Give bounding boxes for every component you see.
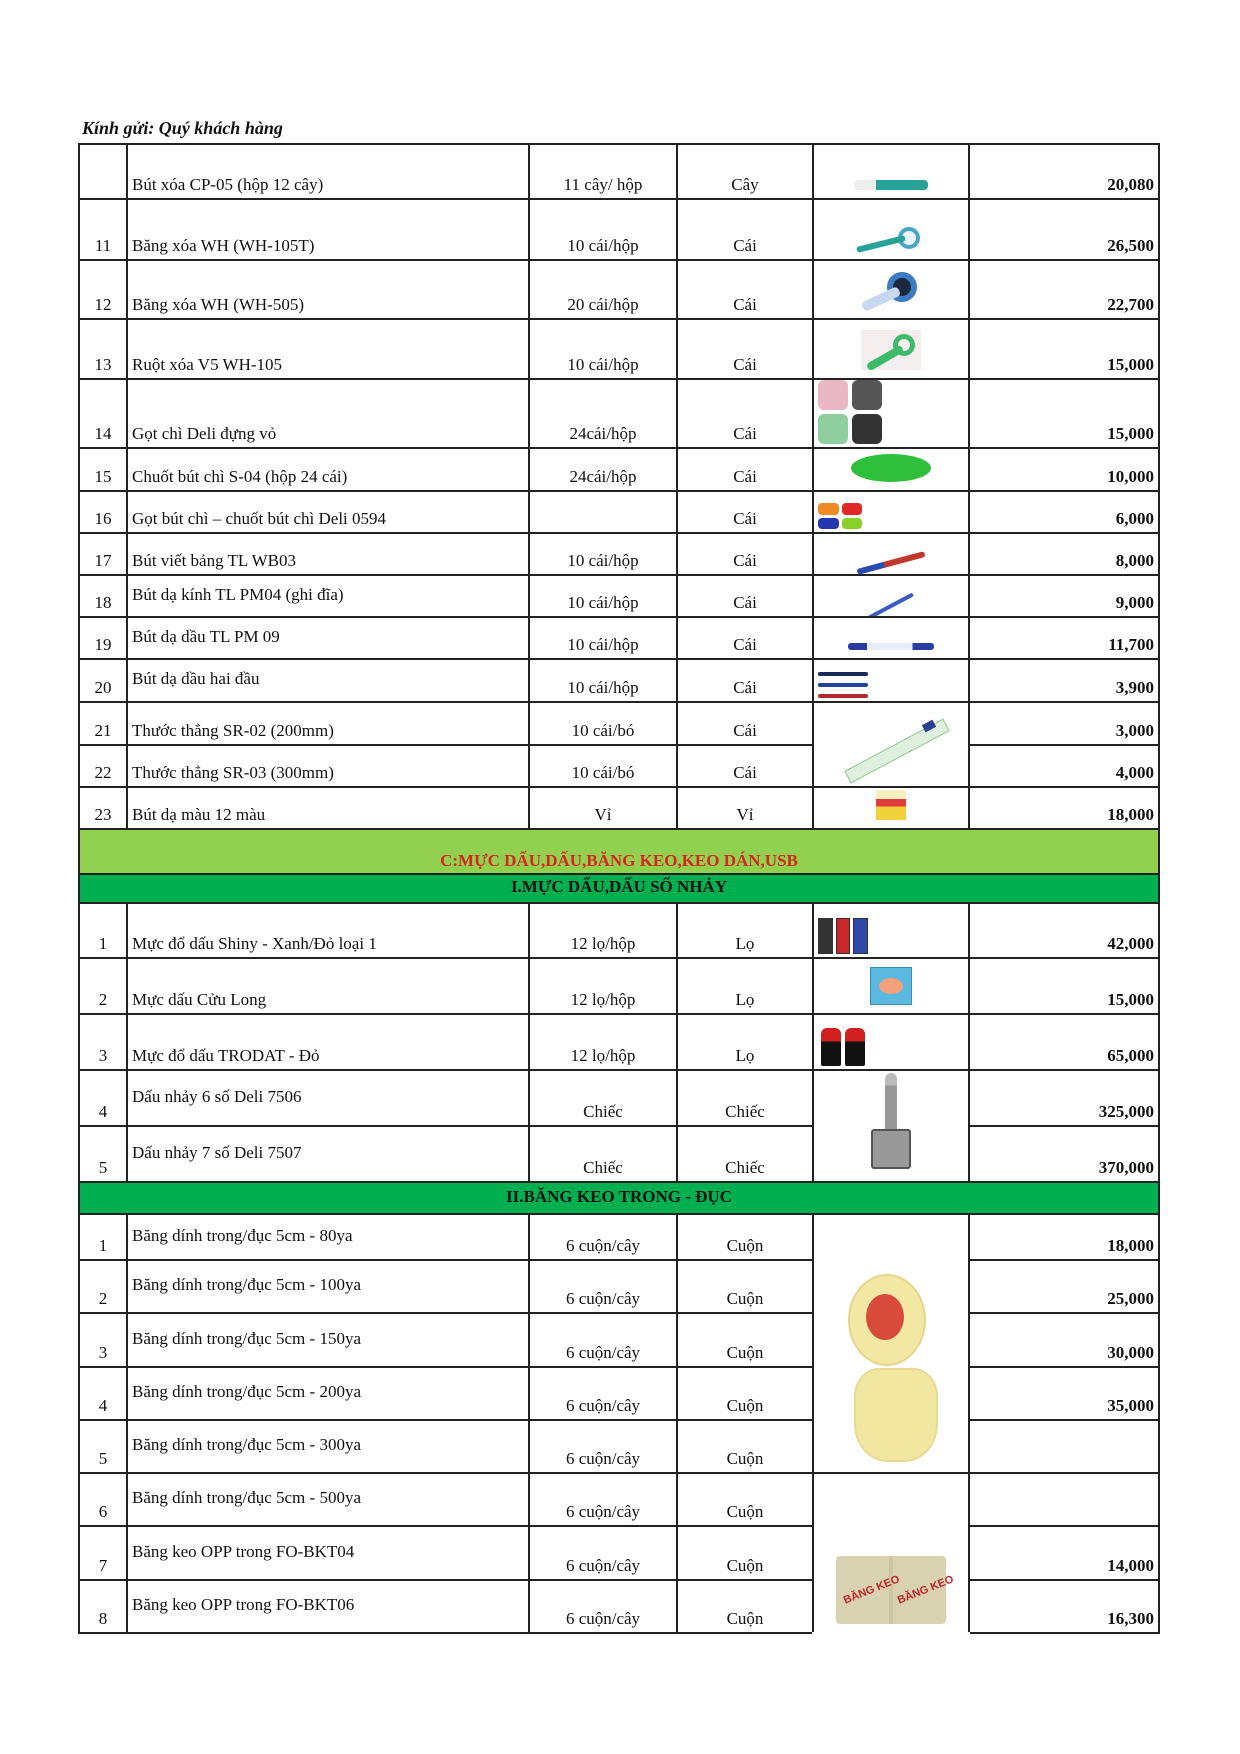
unit: Cuộn	[677, 1214, 813, 1260]
row-number: 19	[79, 617, 127, 659]
price: 9,000	[969, 575, 1159, 617]
price: 35,000	[969, 1367, 1159, 1420]
product-image	[813, 702, 969, 787]
product-image	[813, 958, 969, 1014]
pack-size: 12 lọ/hộp	[529, 903, 677, 958]
table-row	[79, 448, 1159, 491]
pack-size: 6 cuộn/cây	[529, 1214, 677, 1260]
whiteboard-marker-icon	[856, 551, 925, 575]
table-row	[79, 1473, 1159, 1526]
ruler-icon	[841, 718, 941, 778]
price: 11,700	[969, 617, 1159, 659]
row-number: 16	[79, 491, 127, 533]
product-name: Băng keo OPP trong FO-BKT06	[127, 1580, 529, 1633]
product-name: Ruột xóa V5 WH-105	[127, 319, 529, 379]
table-row	[79, 1420, 1159, 1473]
unit: Cái	[677, 199, 813, 260]
dual-tip-marker-icon	[818, 672, 868, 698]
price: 3,900	[969, 659, 1159, 702]
opp-tape-icon	[836, 1556, 956, 1624]
product-name: Băng dính trong/đục 5cm - 80ya	[127, 1214, 529, 1260]
unit: Cây	[677, 144, 813, 199]
price: 42,000	[969, 903, 1159, 958]
pack-size: 6 cuộn/cây	[529, 1260, 677, 1313]
product-name: Băng keo OPP trong FO-BKT04	[127, 1526, 529, 1580]
numbering-stamp-icon	[871, 1073, 911, 1173]
pack-size: 6 cuộn/cây	[529, 1420, 677, 1473]
unit: Cuộn	[677, 1313, 813, 1367]
price: 26,500	[969, 199, 1159, 260]
price: 18,000	[969, 787, 1159, 829]
table-row	[79, 144, 1159, 199]
price: 10,000	[969, 448, 1159, 491]
pack-size: 24cái/hộp	[529, 379, 677, 448]
unit: Lọ	[677, 958, 813, 1014]
opp-tape-label: BĂNG KEO	[895, 1573, 956, 1607]
correction-refill-icon	[861, 330, 921, 370]
unit: Cái	[677, 319, 813, 379]
product-image	[813, 448, 969, 491]
correction-pen-icon	[854, 180, 928, 190]
price: 22,700	[969, 260, 1159, 319]
unit: Lọ	[677, 903, 813, 958]
product-name: Thước thẳng SR-02 (200mm)	[127, 702, 529, 745]
price	[969, 1473, 1159, 1526]
price: 15,000	[969, 379, 1159, 448]
section-header-c	[79, 829, 1159, 874]
price: 65,000	[969, 1014, 1159, 1070]
ink-bottles-icon	[818, 1028, 868, 1066]
price: 25,000	[969, 1260, 1159, 1313]
row-number: 1	[79, 903, 127, 958]
product-name: Băng xóa WH (WH-505)	[127, 260, 529, 319]
unit: Cái	[677, 491, 813, 533]
row-number: 3	[79, 1014, 127, 1070]
price: 30,000	[969, 1313, 1159, 1367]
pack-size: 6 cuộn/cây	[529, 1313, 677, 1367]
table-row	[79, 199, 1159, 260]
row-number: 2	[79, 958, 127, 1014]
product-image	[813, 199, 969, 260]
product-name: Gọt bút chì – chuốt bút chì Deli 0594	[127, 491, 529, 533]
pack-size: 10 cái/hộp	[529, 659, 677, 702]
section-header-ink	[79, 874, 1159, 903]
product-image	[813, 1070, 969, 1182]
pack-size: 24cái/hộp	[529, 448, 677, 491]
row-number: 21	[79, 702, 127, 745]
product-name: Chuốt bút chì S-04 (hộp 24 cái)	[127, 448, 529, 491]
opp-tape-label: BĂNG KEO	[841, 1573, 902, 1607]
table-row	[79, 1313, 1159, 1367]
unit: Cái	[677, 745, 813, 787]
correction-tape-large-icon	[861, 272, 921, 310]
product-name: Bút xóa CP-05 (hộp 12 cây)	[127, 144, 529, 199]
pack-size: Chiếc	[529, 1126, 677, 1182]
table-row	[79, 379, 1159, 448]
table-row	[79, 491, 1159, 533]
row-number: 5	[79, 1420, 127, 1473]
row-number: 1	[79, 1214, 127, 1260]
product-name: Thước thẳng SR-03 (300mm)	[127, 745, 529, 787]
unit: Cái	[677, 448, 813, 491]
row-number: 7	[79, 1526, 127, 1580]
greeting: Kính gửi: Quý khách hàng	[82, 118, 283, 138]
table-row	[79, 575, 1159, 617]
unit: Cái	[677, 617, 813, 659]
pack-size: 6 cuộn/cây	[529, 1526, 677, 1580]
table-row	[79, 702, 1159, 745]
pack-size: 10 cái/hộp	[529, 617, 677, 659]
stamp-ink-boxes-icon	[818, 918, 868, 954]
price: 6,000	[969, 491, 1159, 533]
product-image	[813, 144, 969, 199]
table-row	[79, 617, 1159, 659]
table-row	[79, 745, 1159, 787]
table-row	[79, 319, 1159, 379]
pack-size: 10 cái/hộp	[529, 533, 677, 575]
table-row	[79, 659, 1159, 702]
table-row	[79, 787, 1159, 829]
product-name: Dấu nhảy 7 số Deli 7507	[127, 1126, 529, 1182]
pack-size: 6 cuộn/cây	[529, 1367, 677, 1420]
subsection-title: I.MỰC DẤU,DẤU SỐ NHẢY	[79, 874, 1159, 903]
row-number: 3	[79, 1313, 127, 1367]
unit: Cuộn	[677, 1260, 813, 1313]
product-image	[813, 1473, 969, 1633]
table-row	[79, 1214, 1159, 1260]
row-number: 6	[79, 1473, 127, 1526]
price: 370,000	[969, 1126, 1159, 1182]
product-image	[813, 260, 969, 319]
pack-size: 10 cái/bó	[529, 745, 677, 787]
pack-size: 10 cái/hộp	[529, 575, 677, 617]
table-row	[79, 1260, 1159, 1313]
row-number: 12	[79, 260, 127, 319]
product-name: Bút dạ dầu hai đầu	[127, 659, 529, 702]
row-number	[79, 144, 127, 199]
price: 4,000	[969, 745, 1159, 787]
price-table	[78, 143, 1160, 1634]
price: 18,000	[969, 1214, 1159, 1260]
table-row	[79, 260, 1159, 319]
row-number: 5	[79, 1126, 127, 1182]
unit: Vỉ	[677, 787, 813, 829]
tape-rolls-icon	[848, 1274, 934, 1464]
pack-size: Chiếc	[529, 1070, 677, 1126]
correction-tape-icon	[856, 227, 926, 251]
unit: Cái	[677, 575, 813, 617]
unit: Chiếc	[677, 1126, 813, 1182]
product-name: Băng dính trong/đục 5cm - 100ya	[127, 1260, 529, 1313]
product-image	[813, 575, 969, 617]
table-row	[79, 903, 1159, 958]
product-name: Dấu nhảy 6 số Deli 7506	[127, 1070, 529, 1126]
pack-size: Vỉ	[529, 787, 677, 829]
sharpener-multicolor-icon	[818, 503, 862, 529]
product-name: Bút dạ kính TL PM04 (ghi đĩa)	[127, 575, 529, 617]
product-name: Mực dấu Cửu Long	[127, 958, 529, 1014]
ink-box-icon	[870, 967, 912, 1005]
pencil-sharpener-icon	[818, 380, 882, 444]
product-name: Mực đổ dấu Shiny - Xanh/Đỏ loại 1	[127, 903, 529, 958]
unit: Chiếc	[677, 1070, 813, 1126]
product-image	[813, 1214, 969, 1473]
table-row	[79, 1070, 1159, 1126]
product-image	[813, 533, 969, 575]
oil-marker-icon	[848, 643, 934, 650]
row-number: 17	[79, 533, 127, 575]
price: 14,000	[969, 1526, 1159, 1580]
product-image	[813, 1014, 969, 1070]
unit: Cuộn	[677, 1367, 813, 1420]
glass-marker-icon	[868, 592, 914, 617]
product-image	[813, 787, 969, 829]
unit: Cuộn	[677, 1580, 813, 1633]
row-number: 13	[79, 319, 127, 379]
pack-size: 12 lọ/hộp	[529, 1014, 677, 1070]
product-name: Băng dính trong/đục 5cm - 150ya	[127, 1313, 529, 1367]
product-name: Bút viết bảng TL WB03	[127, 533, 529, 575]
unit: Cuộn	[677, 1420, 813, 1473]
unit: Cái	[677, 702, 813, 745]
table-row	[79, 1126, 1159, 1182]
product-name: Băng dính trong/đục 5cm - 300ya	[127, 1420, 529, 1473]
product-name: Băng dính trong/đục 5cm - 200ya	[127, 1367, 529, 1420]
pack-size: 11 cây/ hộp	[529, 144, 677, 199]
subsection-title: II.BĂNG KEO TRONG - ĐỤC	[79, 1182, 1159, 1214]
pack-size: 10 cái/hộp	[529, 199, 677, 260]
row-number: 8	[79, 1580, 127, 1633]
pack-size: 6 cuộn/cây	[529, 1473, 677, 1526]
unit: Lọ	[677, 1014, 813, 1070]
price: 325,000	[969, 1070, 1159, 1126]
row-number: 11	[79, 199, 127, 260]
row-number: 20	[79, 659, 127, 702]
product-name: Bút dạ dầu TL PM 09	[127, 617, 529, 659]
table-row	[79, 1367, 1159, 1420]
pack-size: 10 cái/hộp	[529, 319, 677, 379]
pack-size: 10 cái/bó	[529, 702, 677, 745]
row-number: 4	[79, 1367, 127, 1420]
price: 3,000	[969, 702, 1159, 745]
price: 15,000	[969, 319, 1159, 379]
unit: Cái	[677, 533, 813, 575]
product-image	[813, 903, 969, 958]
table-row	[79, 1014, 1159, 1070]
unit: Cái	[677, 659, 813, 702]
unit: Cuộn	[677, 1526, 813, 1580]
product-image	[813, 379, 969, 448]
product-image	[813, 319, 969, 379]
price: 8,000	[969, 533, 1159, 575]
price: 16,300	[969, 1580, 1159, 1633]
row-number: 18	[79, 575, 127, 617]
row-number: 14	[79, 379, 127, 448]
table-row	[79, 533, 1159, 575]
unit: Cuộn	[677, 1473, 813, 1526]
product-name: Gọt chì Deli đựng vỏ	[127, 379, 529, 448]
row-number: 4	[79, 1070, 127, 1126]
section-title: C:MỰC DẤU,DẤU,BĂNG KEO,KEO DÁN,USB	[79, 829, 1159, 874]
pack-size	[529, 491, 677, 533]
pack-size: 12 lọ/hộp	[529, 958, 677, 1014]
sharpener-green-icon	[851, 454, 931, 482]
unit: Cái	[677, 379, 813, 448]
section-header-tape	[79, 1182, 1159, 1214]
product-image	[813, 491, 969, 533]
product-name: Băng dính trong/đục 5cm - 500ya	[127, 1473, 529, 1526]
product-image	[813, 617, 969, 659]
row-number: 15	[79, 448, 127, 491]
price: 20,080	[969, 144, 1159, 199]
table-row	[79, 1526, 1159, 1580]
product-name: Băng xóa WH (WH-105T)	[127, 199, 529, 260]
row-number: 2	[79, 1260, 127, 1313]
row-number: 22	[79, 745, 127, 787]
price: 15,000	[969, 958, 1159, 1014]
product-name: Mực đổ dấu TRODAT - Đỏ	[127, 1014, 529, 1070]
pack-size: 6 cuộn/cây	[529, 1580, 677, 1633]
price	[969, 1420, 1159, 1473]
product-name: Bút dạ màu 12 màu	[127, 787, 529, 829]
pack-size: 20 cái/hộp	[529, 260, 677, 319]
table-row	[79, 958, 1159, 1014]
product-image	[813, 659, 969, 702]
color-markers-icon	[876, 790, 906, 820]
unit: Cái	[677, 260, 813, 319]
row-number: 23	[79, 787, 127, 829]
table-row	[79, 1580, 1159, 1633]
